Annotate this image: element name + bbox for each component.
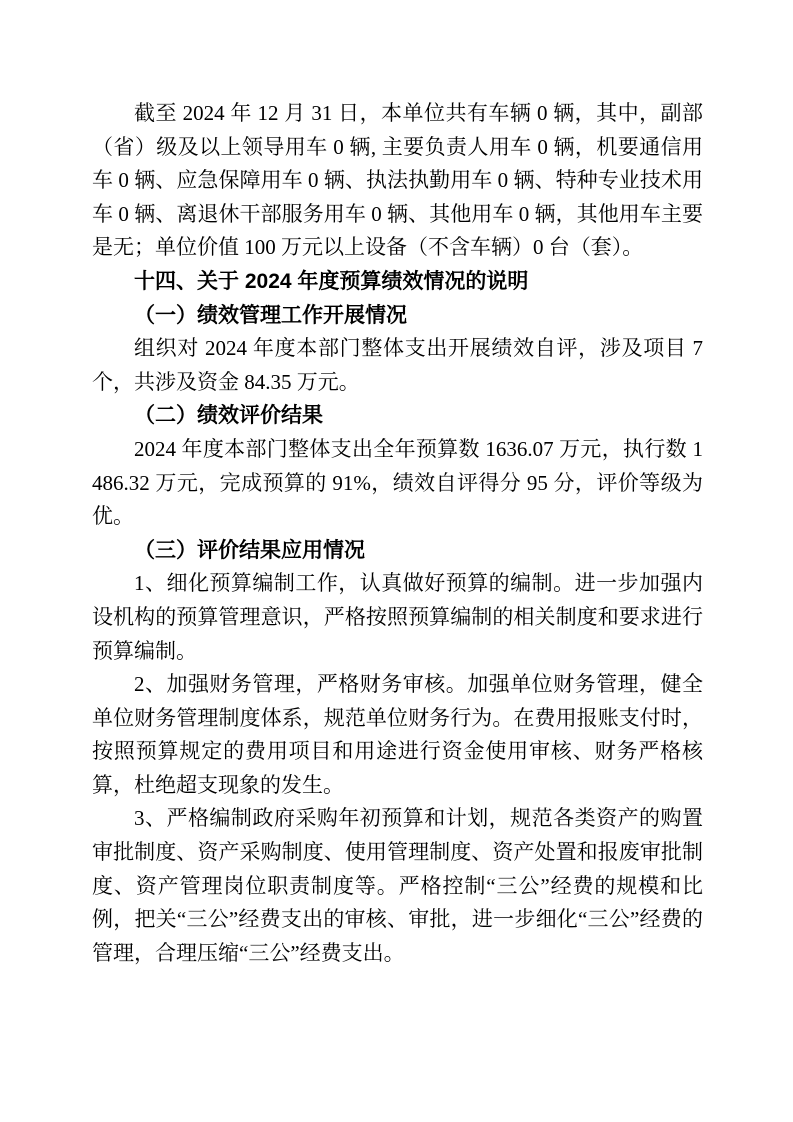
body-paragraph: 截至 2024 年 12 月 31 日，本单位共有车辆 0 辆，其中，副部（省）级及以上领导用车 0 辆, 主要负责人用车 0 辆，机要通信用车 0 辆、应急保障用车 0 辆、执法执勤用车 0 辆、特种专业技术用车 0 辆、离退休干部服务用车 0 辆、其他用车 0 辆，其他用车主要是无；单位价值 100 万元以上设备（不含车辆）0 台（套）。 (92, 101, 703, 260)
body-paragraph: 2024 年度本部门整体支出全年预算数 1636.07 万元，执行数 1486.32 万元，完成预算的 91%，绩效自评得分 95 分，评价等级为优。 (92, 436, 703, 529)
section-heading: 十四、关于 2024 年度预算绩效情况的说明 (134, 269, 529, 293)
body-paragraph: 3、严格编制政府采购年初预算和计划，规范各类资产的购置审批制度、资产采购制度、使用管理制度、资产处置和报废审批制度、资产管理岗位职责制度等。严格控制“三公”经费的规模和比例，把关“三公”经费支出的审核、审批，进一步细化“三公”经费的管理，合理压缩“三公”经费支出。 (92, 806, 703, 965)
sub-heading: （一）绩效管理工作开展情况 (134, 303, 407, 327)
document-body (92, 97, 703, 970)
sub-heading: （三）评价结果应用情况 (134, 538, 365, 562)
body-paragraph: 1、细化预算编制工作，认真做好预算的编制。进一步加强内设机构的预算管理意识，严格按照预算编制的相关制度和要求进行预算编制。 (92, 571, 703, 663)
body-paragraph: 组织对 2024 年度本部门整体支出开展绩效自评，涉及项目 7 个，共涉及资金 84.35 万元。 (92, 336, 703, 394)
sub-heading: （二）绩效评价结果 (134, 404, 323, 428)
body-paragraph: 2、加强财务管理，严格财务审核。加强单位财务管理，健全单位财务管理制度体系，规范单位财务行为。在费用报账支付时，按照预算规定的费用项目和用途进行资金使用审核、财务严格核算，杜绝超支现象的发生。 (92, 672, 703, 797)
